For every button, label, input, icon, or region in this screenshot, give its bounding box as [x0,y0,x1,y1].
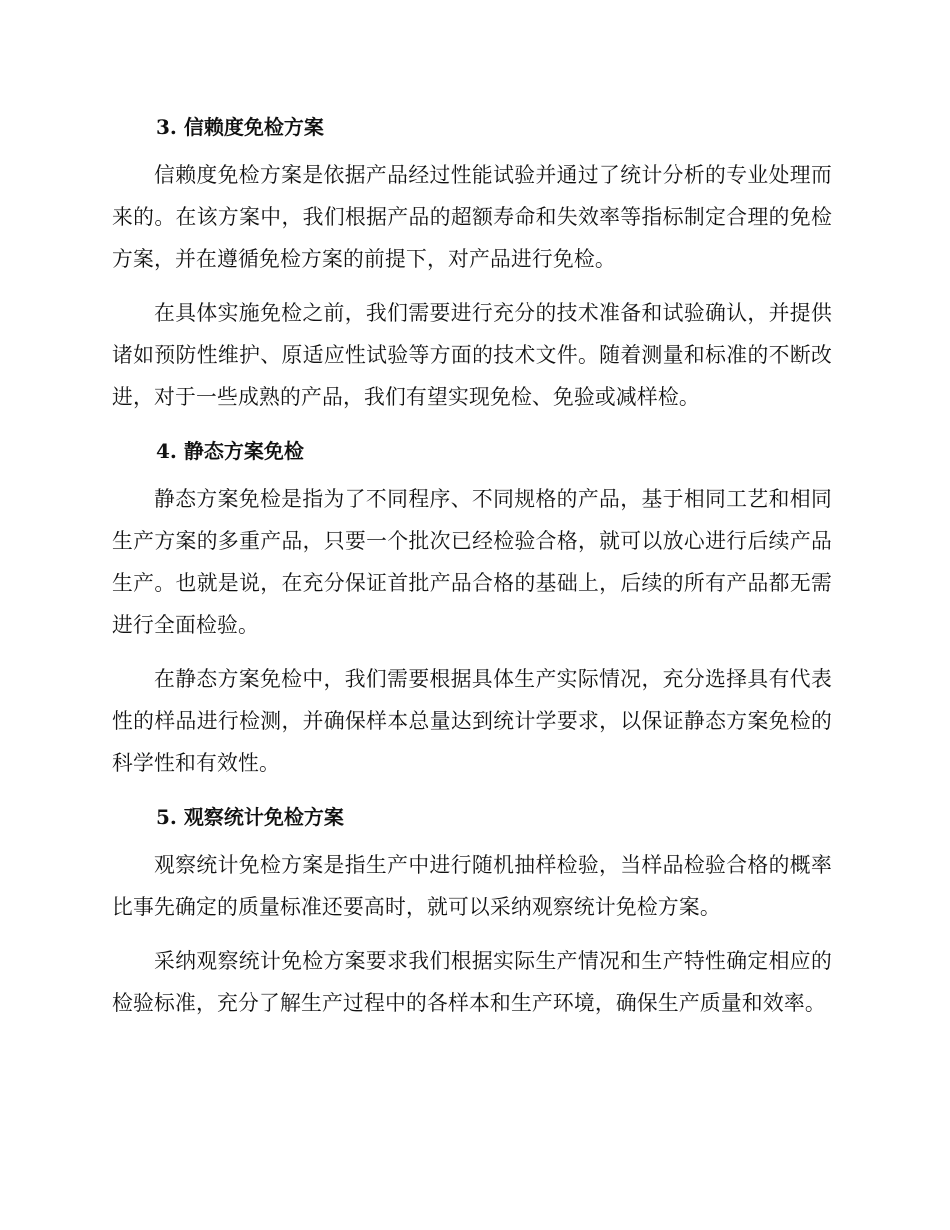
spacer [112,784,832,796]
section-3-paragraph-2: 在具体实施免检之前，我们需要进行充分的技术准备和试验确认，并提供诸如预防性维护、原适应性试验等方面的技术文件。随着测量和标准的不断改进，对于一些成熟的产品，我们有望实现免检、免验或减样检。 [112,301,832,409]
spacer [112,646,832,658]
spacer [112,418,832,430]
spacer [112,928,832,940]
section-heading-3: 3. 信赖度免检方案 [156,115,324,139]
section-heading-5: 5. 观察统计免检方案 [156,805,344,829]
document-page [112,106,832,1024]
section-heading-4: 4. 静态方案免检 [156,439,304,463]
section-3-paragraph-1: 信赖度免检方案是依据产品经过性能试验并通过了统计分析的专业处理而来的。在该方案中，我们根据产品的超额寿命和失效率等指标制定合理的免检方案，并在遵循免检方案的前提下，对产品进行免检。 [112,163,832,271]
section-4-paragraph-1: 静态方案免检是指为了不同程序、不同规格的产品，基于相同工艺和相同生产方案的多重产品，只要一个批次已经检验合格，就可以放心进行后续产品生产。也就是说，在充分保证首批产品合格的基础上，后续的所有产品都无需进行全面检验。 [112,487,832,637]
section-5-paragraph-2: 采纳观察统计免检方案要求我们根据实际生产情况和生产特性确定相应的检验标准，充分了解生产过程中的各样本和生产环境，确保生产质量和效率。 [112,949,832,1015]
section-4-paragraph-2: 在静态方案免检中，我们需要根据具体生产实际情况，充分选择具有代表性的样品进行检测，并确保样本总量达到统计学要求，以保证静态方案免检的科学性和有效性。 [112,667,832,775]
spacer [112,280,832,292]
section-5-paragraph-1: 观察统计免检方案是指生产中进行随机抽样检验，当样品检验合格的概率比事先确定的质量标准还要高时，就可以采纳观察统计免检方案。 [112,853,832,919]
